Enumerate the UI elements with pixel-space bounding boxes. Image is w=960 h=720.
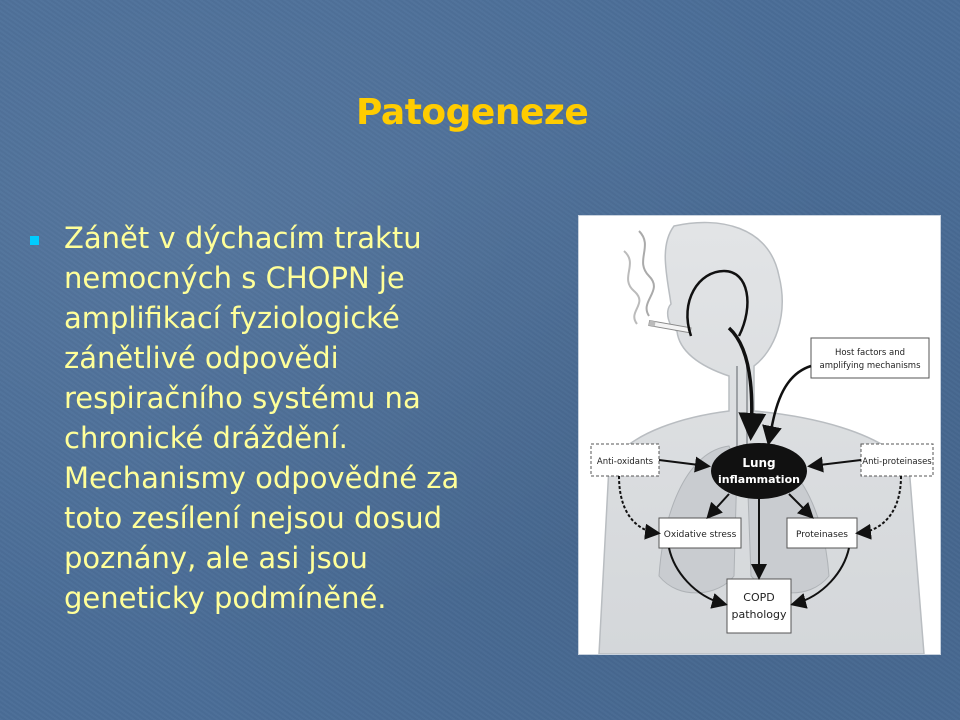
bullet-line: Mechanismy odpovědné za [64,461,460,495]
host-factors-label: amplifying mechanisms [819,361,921,371]
copd-pathology-label: pathology [731,608,787,621]
proteinases-label: Proteinases [796,530,848,540]
bullet-item [30,218,550,618]
bullet-text [64,218,550,618]
bullet-line: poznány, ale asi jsou [64,541,368,575]
anti-oxidants-label: Anti-oxidants [596,457,654,467]
oxidative-stress-label: Oxidative stress [663,530,737,540]
bullet-line: chronické dráždění. [64,421,348,455]
slide-title: Patogeneze [356,92,589,133]
host-factors-box [811,338,929,378]
copd-pathogenesis-figure [578,215,941,655]
bullet-line: toto zesílení nejsou dosud [64,501,443,535]
bullet-line: Zánět v dýchacím traktu [64,221,422,255]
bullet-line: nemocných s CHOPN je [64,261,405,295]
bullet-line: respiračního systému na [64,381,421,415]
square-bullet-icon [30,236,39,245]
lung-inflammation-node [711,443,807,499]
lung-inflammation-label: Lung [742,456,776,470]
bullet-line: geneticky podmíněné. [64,581,387,615]
host-factors-label: Host factors and [834,348,906,358]
bullet-line: zánětlivé odpovědi [64,341,339,375]
bullet-line: amplifikací fyziologické [64,301,400,335]
copd-pathology-box [727,579,791,633]
lung-inflammation-label: inflammation [718,473,800,486]
anti-proteinases-label: Anti-proteinases [862,457,932,467]
copd-pathology-label: COPD [743,591,775,604]
